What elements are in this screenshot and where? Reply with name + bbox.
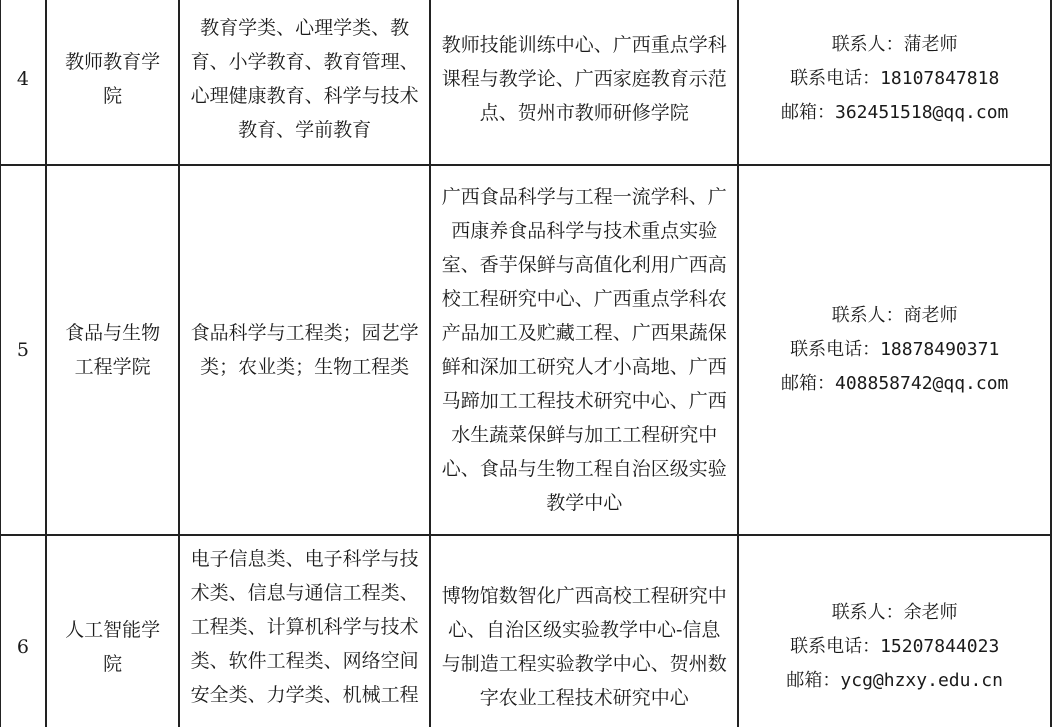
row-number: 5 — [0, 165, 46, 535]
contact-phone: 联系电话：18107847818 — [790, 68, 1000, 89]
contact-cell — [738, 0, 1051, 165]
contact-phone: 联系电话：15207844023 — [790, 635, 1000, 657]
platforms-cell: 教师技能训练中心、广西重点学科课程与教学论、广西家庭教育示范点、贺州市教师研修学院 — [430, 0, 738, 165]
contact-person: 联系人：商老师 — [831, 305, 958, 326]
row-number: 4 — [0, 0, 46, 165]
contact-email: 邮箱：ycg@hzxy.edu.cn — [786, 669, 1003, 691]
majors-cell: 电子信息类、电子科学与技术类、信息与通信工程类、工程类、计算机科学与技术类、软件工程类、网络空间安全类、力学类、机械工程 — [179, 535, 430, 727]
college-name: 人工智能学院 — [46, 535, 179, 727]
contact-person: 联系人：余老师 — [831, 601, 958, 623]
contact-phone: 联系电话：18878490371 — [790, 339, 1000, 360]
contact-email: 邮箱：408858742@qq.com — [781, 373, 1009, 394]
row-number: 6 — [0, 535, 46, 727]
contact-cell — [738, 535, 1051, 727]
platforms-cell: 广西食品科学与工程一流学科、广西康养食品科学与技术重点实验室、香芋保鲜与高值化利用广西高校工程研究中心、广西重点学科农产品加工及贮藏工程、广西果蔬保鲜和深加工研究人才小高地、广西马蹄加工工程技术研究中心、广西水生蔬菜保鲜与加工工程研究中心、食品与生物工程自治区级实验教学中心 — [430, 165, 738, 535]
table-row — [0, 535, 1051, 727]
majors-cell: 食品科学与工程类；园艺学类；农业类；生物工程类 — [179, 165, 430, 535]
table-row — [0, 0, 1051, 165]
majors-cell: 教育学类、心理学类、教育、小学教育、教育管理、心理健康教育、科学与技术教育、学前教育 — [179, 0, 430, 165]
college-name: 食品与生物工程学院 — [46, 165, 179, 535]
college-name: 教师教育学院 — [46, 0, 179, 165]
table-row — [0, 165, 1051, 535]
platforms-cell: 博物馆数智化广西高校工程研究中心、自治区级实验教学中心-信息与制造工程实验教学中心、贺州数字农业工程技术研究中心 — [430, 535, 738, 727]
contact-person: 联系人：蒲老师 — [831, 34, 958, 55]
contact-email: 邮箱：362451518@qq.com — [781, 102, 1009, 123]
contact-cell — [738, 165, 1051, 535]
